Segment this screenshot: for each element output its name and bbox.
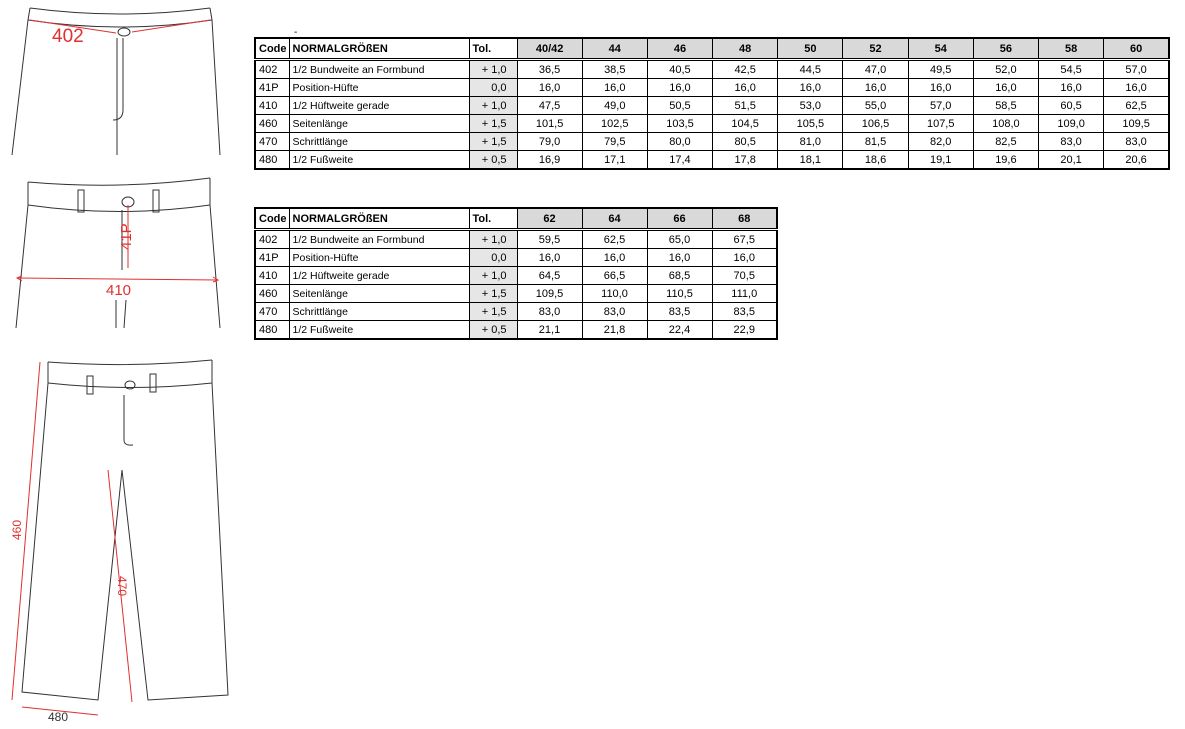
cell-value: 52,0 — [973, 60, 1038, 79]
cell-tolerance: + 1,0 — [469, 97, 517, 115]
cell-name: Position-Hüfte — [289, 79, 469, 97]
cell-tolerance: + 1,5 — [469, 285, 517, 303]
cell-value: 22,9 — [712, 321, 777, 340]
header-size: 64 — [582, 208, 647, 230]
header-size: 48 — [713, 38, 778, 60]
label-470: 470 — [115, 576, 129, 597]
cell-value: 79,5 — [582, 133, 647, 151]
cell-tolerance: + 1,0 — [469, 60, 517, 79]
cell-value: 110,0 — [582, 285, 647, 303]
cell-tolerance: + 1,0 — [469, 267, 517, 285]
cell-value: 107,5 — [908, 115, 973, 133]
cell-value: 16,0 — [582, 79, 647, 97]
cell-value: 109,5 — [517, 285, 582, 303]
cell-code: 402 — [255, 60, 289, 79]
cell-code: 41P — [255, 249, 289, 267]
header-size: 66 — [647, 208, 712, 230]
cell-code: 460 — [255, 285, 289, 303]
cell-name: 1/2 Bundweite an Formbund — [289, 60, 469, 79]
cell-code: 470 — [255, 303, 289, 321]
cell-value: 68,5 — [647, 267, 712, 285]
cell-name: Seitenlänge — [289, 285, 469, 303]
header-tolerance: Tol. — [469, 208, 517, 230]
cell-value: 49,5 — [908, 60, 973, 79]
cell-value: 16,0 — [712, 249, 777, 267]
trousers-sketch — [0, 0, 250, 729]
cell-value: 17,8 — [713, 151, 778, 170]
cell-value: 109,5 — [1104, 115, 1169, 133]
header-code: Code — [255, 38, 289, 60]
cell-value: 16,0 — [713, 79, 778, 97]
cell-value: 17,4 — [647, 151, 712, 170]
cell-value: 50,5 — [647, 97, 712, 115]
cell-name: Schrittlänge — [289, 133, 469, 151]
table-row — [255, 97, 1169, 115]
cell-tolerance: + 1,5 — [469, 133, 517, 151]
cell-value: 104,5 — [713, 115, 778, 133]
cell-name: Seitenlänge — [289, 115, 469, 133]
cell-value: 83,0 — [1039, 133, 1104, 151]
cell-value: 83,0 — [1104, 133, 1169, 151]
cell-name: 1/2 Hüftweite gerade — [289, 97, 469, 115]
cell-value: 83,0 — [582, 303, 647, 321]
cell-value: 18,6 — [843, 151, 908, 170]
header-size: 58 — [1039, 38, 1104, 60]
cell-value: 64,5 — [517, 267, 582, 285]
table-row — [255, 115, 1169, 133]
table-row — [255, 249, 777, 267]
cell-value: 65,0 — [647, 230, 712, 249]
cell-value: 21,1 — [517, 321, 582, 340]
cell-value: 109,0 — [1039, 115, 1104, 133]
cell-value: 80,0 — [647, 133, 712, 151]
cell-value: 59,5 — [517, 230, 582, 249]
cell-tolerance: 0,0 — [469, 79, 517, 97]
cell-value: 67,5 — [712, 230, 777, 249]
cell-tolerance: + 1,5 — [469, 303, 517, 321]
cell-value: 42,5 — [713, 60, 778, 79]
header-name: NORMALGRÖßEN — [289, 38, 469, 60]
cell-value: 19,6 — [973, 151, 1038, 170]
size-table-2 — [254, 207, 778, 340]
header-mark: - — [294, 27, 298, 38]
cell-value: 102,5 — [582, 115, 647, 133]
cell-value: 16,0 — [517, 249, 582, 267]
cell-value: 20,6 — [1104, 151, 1169, 170]
cell-value: 22,4 — [647, 321, 712, 340]
table-row — [255, 60, 1169, 79]
cell-value: 53,0 — [778, 97, 843, 115]
header-size: 54 — [908, 38, 973, 60]
cell-name: 1/2 Bundweite an Formbund — [289, 230, 469, 249]
cell-value: 62,5 — [582, 230, 647, 249]
technical-sketches — [0, 0, 250, 729]
cell-value: 44,5 — [778, 60, 843, 79]
cell-value: 106,5 — [843, 115, 908, 133]
cell-value: 103,5 — [647, 115, 712, 133]
table-row — [255, 267, 777, 285]
cell-value: 16,9 — [517, 151, 582, 170]
cell-value: 16,0 — [647, 249, 712, 267]
cell-value: 16,0 — [973, 79, 1038, 97]
cell-tolerance: + 1,5 — [469, 115, 517, 133]
header-code: Code — [255, 208, 289, 230]
header-size: 50 — [778, 38, 843, 60]
header-size: 62 — [517, 208, 582, 230]
header-size: 40/42 — [517, 38, 582, 60]
label-410: 410 — [106, 282, 132, 299]
table-row — [255, 151, 1169, 170]
cell-value: 36,5 — [517, 60, 582, 79]
cell-value: 79,0 — [517, 133, 582, 151]
cell-code: 480 — [255, 151, 289, 170]
label-402: 402 — [52, 26, 84, 47]
cell-value: 70,5 — [712, 267, 777, 285]
cell-value: 83,5 — [647, 303, 712, 321]
cell-tolerance: + 0,5 — [469, 151, 517, 170]
header-size: 44 — [582, 38, 647, 60]
table-header-row — [255, 208, 777, 230]
cell-code: 410 — [255, 267, 289, 285]
table-row — [255, 230, 777, 249]
cell-value: 16,0 — [582, 249, 647, 267]
header-size: 56 — [973, 38, 1038, 60]
table-row — [255, 321, 777, 340]
cell-value: 82,0 — [908, 133, 973, 151]
cell-value: 58,5 — [973, 97, 1038, 115]
cell-name: 1/2 Fußweite — [289, 151, 469, 170]
cell-tolerance: + 0,5 — [469, 321, 517, 340]
header-name: NORMALGRÖßEN — [289, 208, 469, 230]
cell-value: 19,1 — [908, 151, 973, 170]
header-size: 68 — [712, 208, 777, 230]
header-size: 52 — [843, 38, 908, 60]
cell-name: 1/2 Hüftweite gerade — [289, 267, 469, 285]
cell-value: 16,0 — [778, 79, 843, 97]
cell-value: 57,0 — [1104, 60, 1169, 79]
cell-value: 81,0 — [778, 133, 843, 151]
cell-value: 62,5 — [1104, 97, 1169, 115]
cell-value: 83,5 — [712, 303, 777, 321]
cell-value: 18,1 — [778, 151, 843, 170]
header-size: 46 — [647, 38, 712, 60]
cell-code: 41P — [255, 79, 289, 97]
cell-value: 66,5 — [582, 267, 647, 285]
size-table-1 — [254, 37, 1170, 170]
cell-value: 16,0 — [1039, 79, 1104, 97]
table-row — [255, 79, 1169, 97]
cell-name: 1/2 Fußweite — [289, 321, 469, 340]
cell-value: 110,5 — [647, 285, 712, 303]
cell-value: 16,0 — [843, 79, 908, 97]
cell-value: 105,5 — [778, 115, 843, 133]
cell-code: 410 — [255, 97, 289, 115]
cell-tolerance: 0,0 — [469, 249, 517, 267]
header-size: 60 — [1104, 38, 1169, 60]
cell-value: 80,5 — [713, 133, 778, 151]
cell-value: 55,0 — [843, 97, 908, 115]
cell-code: 480 — [255, 321, 289, 340]
table-row — [255, 133, 1169, 151]
cell-value: 101,5 — [517, 115, 582, 133]
header-tolerance: Tol. — [469, 38, 517, 60]
cell-value: 83,0 — [517, 303, 582, 321]
cell-tolerance: + 1,0 — [469, 230, 517, 249]
cell-value: 54,5 — [1039, 60, 1104, 79]
table-header-row — [255, 38, 1169, 60]
table-row — [255, 303, 777, 321]
cell-value: 111,0 — [712, 285, 777, 303]
cell-value: 47,5 — [517, 97, 582, 115]
cell-value: 16,0 — [647, 79, 712, 97]
cell-name: Schrittlänge — [289, 303, 469, 321]
label-460: 460 — [10, 519, 24, 540]
cell-code: 470 — [255, 133, 289, 151]
cell-value: 16,0 — [908, 79, 973, 97]
table-row — [255, 285, 777, 303]
label-41p: 41P — [118, 223, 135, 250]
cell-code: 460 — [255, 115, 289, 133]
cell-value: 17,1 — [582, 151, 647, 170]
cell-value: 82,5 — [973, 133, 1038, 151]
cell-value: 60,5 — [1039, 97, 1104, 115]
cell-value: 21,8 — [582, 321, 647, 340]
cell-code: 402 — [255, 230, 289, 249]
cell-value: 38,5 — [582, 60, 647, 79]
cell-value: 49,0 — [582, 97, 647, 115]
label-480: 480 — [48, 710, 69, 724]
cell-value: 47,0 — [843, 60, 908, 79]
cell-value: 40,5 — [647, 60, 712, 79]
cell-value: 20,1 — [1039, 151, 1104, 170]
cell-value: 16,0 — [1104, 79, 1169, 97]
cell-name: Position-Hüfte — [289, 249, 469, 267]
cell-value: 16,0 — [517, 79, 582, 97]
cell-value: 51,5 — [713, 97, 778, 115]
cell-value: 57,0 — [908, 97, 973, 115]
cell-value: 81,5 — [843, 133, 908, 151]
cell-value: 108,0 — [973, 115, 1038, 133]
